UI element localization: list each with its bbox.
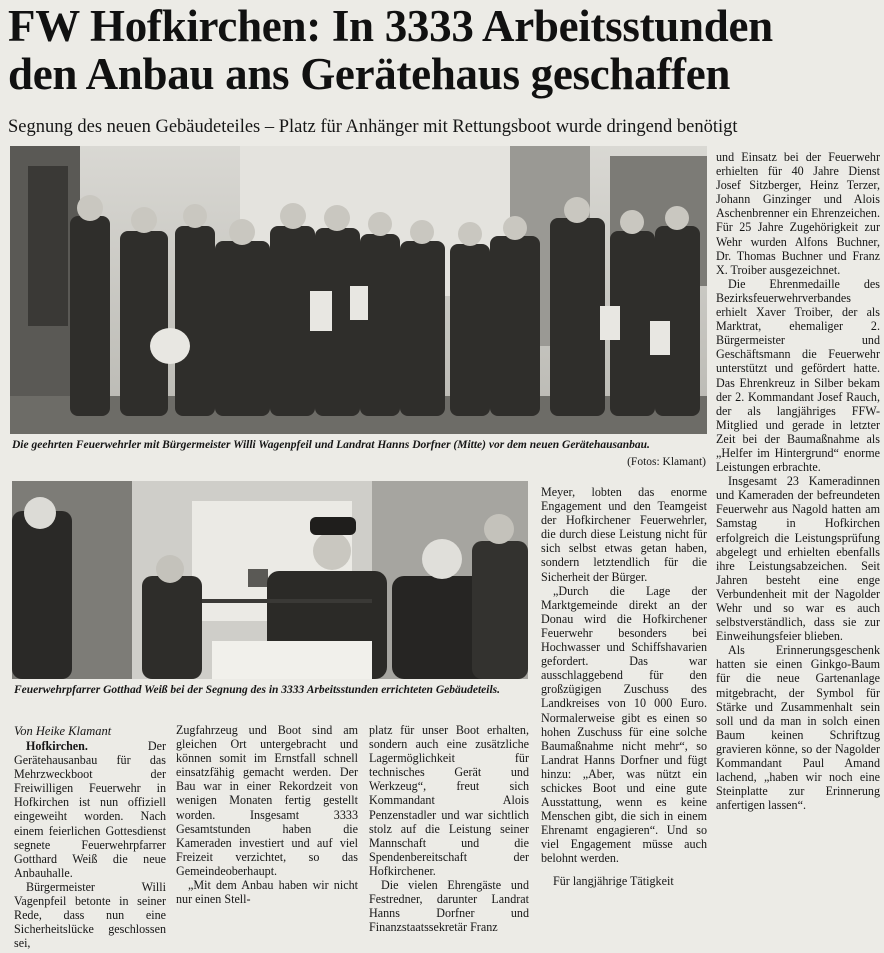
col-e-paragraph-2: Die Ehrenmedaille des Bezirksfeuerwehrverbandes erhielt Xaver Troiber, der als Marktrat, ehemaliger 2. Bürgermeister und Geschäftsmann die Feuerwehr unterstützt und gefördert hatte. Das Ehrenkreuz in Silber bekam der 2. Kommandant Josef Rauch, der als langjähriges FFW-Mitglied und gerade in letzter Zeit bei der Baumaßnahme als „Helfer im Hintergrund“ enorme Leistungen erbrachte. xyxy=(716,276,880,475)
col-b-paragraph-2: „Mit dem Anbau haben wir nicht nur einen Stell- xyxy=(176,878,358,907)
photo-credit: (Fotos: Klamant) xyxy=(627,456,706,468)
col-d-paragraph-2: „Durch die Lage der Marktgemeinde direkt an der Donau wird die Hofkirchener Feuerwehr besonders bei Hochwasser und Schiffshavarien gefordert. Das war ausschlaggebend für den großzügigen Zuschuss des Landkreises von 10 000 Euro. Normalerweise gibt es einen so hohen Zuschuss für eine solche Baumaßnahme nicht mehr“, so Landrat Hanns Dorfner und fügt hinzu: „Aber, was nützt ein schickes Boot und eine gute Ausstattung, wenn es keine Menschen gibt, die sich in einem Ehrenamt engagieren“. Und so viel Engagement müsse auch belohnt werden. xyxy=(541,583,707,866)
col-a-paragraph-1: Der Gerätehausanbau für das Mehrzweckboot der Freiwilligen Feuerwehr in Hofkirchen ist nun offiziell eingeweiht worden. Nach einem feierlichen Gottesdienst segnete Feuerwehrpfarrer Gotthard Weiß die neue Anbauhalle. xyxy=(14,739,166,880)
col-d-paragraph-1: Meyer, lobten das enorme Engagement und den Teamgeist der Hofkirchener Feuerwehrler, die durch diese Leistung nicht für sich selbst etwas getan haben, sondern letztendlich für die Sicherheit der Bürger. xyxy=(541,485,707,584)
photo2-caption: Feuerwehrpfarrer Gotthad Weiß bei der Segnung des in 3333 Arbeitsstunden errichteten Gebäudeteils. xyxy=(14,684,501,696)
headline xyxy=(8,2,878,98)
article-column-3 xyxy=(369,723,529,951)
headline-line-1: FW Hofkirchen: In 3333 Arbeitsstunden xyxy=(8,1,773,51)
article-column-2 xyxy=(176,723,358,951)
blessing-photo xyxy=(12,481,528,679)
byline: Von Heike Klamant xyxy=(14,724,112,738)
dateline: Hofkirchen. xyxy=(26,739,88,753)
article-column-5 xyxy=(716,150,880,951)
col-e-paragraph-4: Als Erinnerungsgeschenk hatten sie einen Ginkgo-Baum für die neue Gartenanlage mitgebracht, der Symbol für Stärke und Zusammenhalt sein soll und da man in solch einen Baum keinen Schriftzug gravieren könne, so der Nagolder Kommandant Paul Amand lachend, „haben wir noch eine Steinplatte zur Erinnerung anfertigen lassen“. xyxy=(716,643,880,813)
subheadline: Segnung des neuen Gebäudeteiles – Platz für Anhänger mit Rettungsboot wurde dringend benötigt xyxy=(8,117,738,137)
col-e-paragraph-3: Insgesamt 23 Kameradinnen und Kameraden der befreundeten Feuerwehr aus Nagold hatten am Samstag in Hofkirchen erfolgreich die Leistungsprüfung abgelegt und erhielten ebenfalls ihre Leistungsabzeichen. Seit Jahren besteht eine enge Verbundenheit mit der Nagolder Wehr und so war es auch selbstverständlich, dass sie zur Einweihungsfeier blieben. xyxy=(716,474,880,644)
col-c-paragraph-1: platz für unser Boot erhalten, sondern auch eine zusätzliche Lagermöglichkeit für technisches Gerät und Werkzeug“, freut sich Kommandant Alois Penzenstadler und war sichtlich stolz auf die Leistung seiner Mannschaft und die Spendenbereitschaft der Hofkirchener. xyxy=(369,723,529,878)
article-column-1 xyxy=(14,723,166,951)
headline-line-2: den Anbau ans Gerätehaus geschaffen xyxy=(8,49,731,99)
col-e-paragraph-1: und Einsatz bei der Feuerwehr erhielten für 40 Jahre Dienst Josef Sitzberger, Heinz Terzer, Johann Ginzinger und Alois Aschenbrenner ein Ehrenzeichen. Für 25 Jahre Zugehörigkeit zur Wehr wurden Alfons Buchner, Dr. Thomas Buchner und Franz X. Troiber ausgezeichnet. xyxy=(716,150,880,277)
photo1-caption: Die geehrten Feuerwehrler mit Bürgermeister Willi Wagenpfeil und Landrat Hanns Dorfner (Mitte) vor dem neuen Gerätehausanbau. xyxy=(12,439,650,451)
article-column-4 xyxy=(541,485,707,951)
col-b-paragraph-1: Zugfahrzeug und Boot sind am gleichen Ort untergebracht und können somit im Ernstfall schnell einsatzfähig gemacht werden. Der Bau war in einer Rekordzeit von wenigen Monaten fertig gestellt worden. Insgesamt 3333 Gesamtstunden haben die Kameraden investiert und auf viel Freizeit verzichtet, so das Gemeindeoberhaupt. xyxy=(176,723,358,878)
col-a-paragraph-2: Bürgermeister Willi Vagenpfeil betonte in seiner Rede, dass nun eine Sicherheitslücke geschlossen sei, xyxy=(14,879,166,951)
group-photo xyxy=(10,146,707,434)
col-c-paragraph-2: Die vielen Ehrengäste und Festredner, darunter Landrat Hanns Dorfner und Finanzstaatssekretär Franz xyxy=(369,878,529,935)
col-d-paragraph-3: Für langjährige Tätigkeit xyxy=(553,873,674,888)
